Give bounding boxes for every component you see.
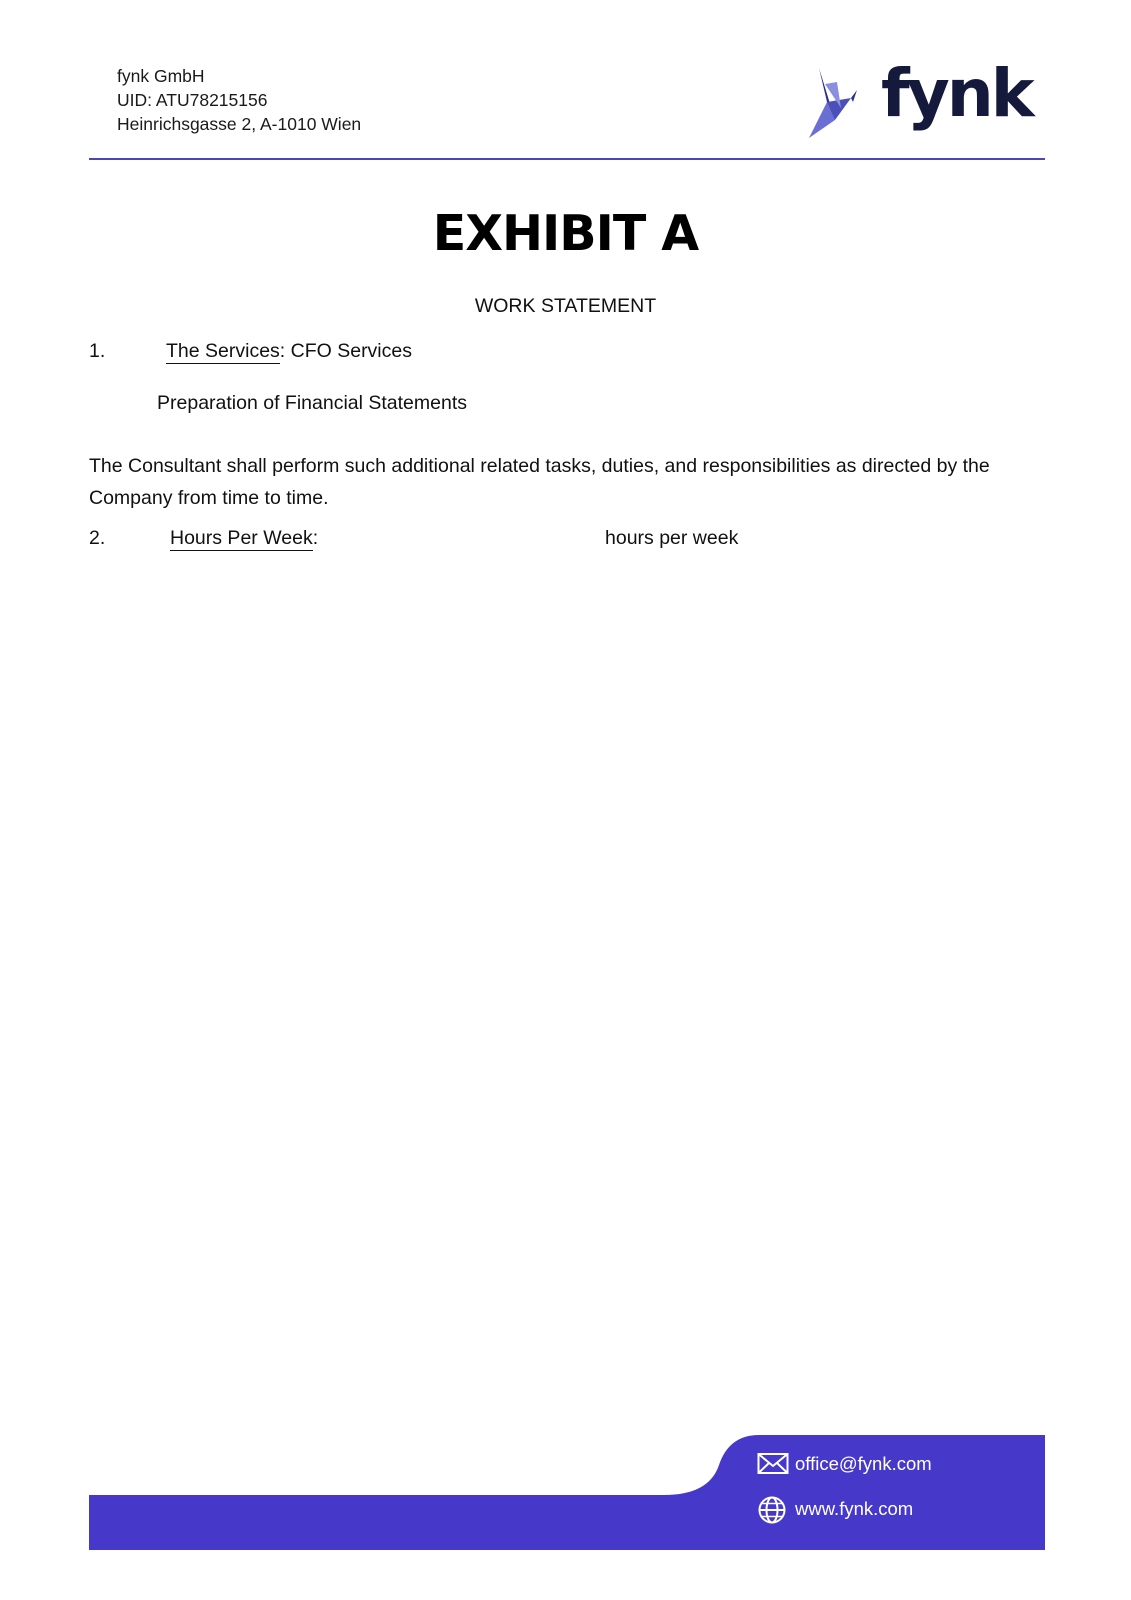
item-1-label: The Services	[166, 340, 280, 362]
logo-wordmark: fynk	[881, 55, 1032, 132]
header-divider	[89, 158, 1045, 160]
footer-email-text: office@fynk.com	[795, 1453, 932, 1474]
document-title: EXHIBIT A	[432, 205, 699, 262]
item-1-colon: :	[279, 340, 286, 362]
item-2-number: 2.	[89, 527, 106, 549]
company-uid: UID: ATU78215156	[117, 90, 268, 110]
globe-icon	[757, 1495, 787, 1525]
item-2-label: Hours Per Week	[170, 527, 313, 549]
item-1-value: CFO Services	[285, 340, 412, 362]
company-info	[117, 64, 361, 136]
item-2-suffix: hours per week	[605, 527, 739, 549]
envelope-icon	[757, 1452, 789, 1476]
item-1-line	[166, 340, 412, 363]
item-1-detail: Preparation of Financial Statements	[157, 392, 468, 414]
company-name: fynk GmbH	[117, 66, 205, 86]
item-2-line	[170, 527, 318, 550]
item-2-colon: :	[312, 527, 319, 549]
document-subtitle: WORK STATEMENT	[474, 295, 657, 317]
footer-website-text: www.fynk.com	[795, 1498, 914, 1519]
origami-bird-logo-icon	[805, 62, 875, 144]
consultant-paragraph: The Consultant shall perform such additional related tasks, duties, and responsibilities as directed by the Company from time to time.	[89, 455, 990, 509]
fynk-logo	[805, 55, 1032, 144]
footer-band	[89, 1435, 1045, 1550]
company-address: Heinrichsgasse 2, A-1010 Wien	[117, 114, 362, 134]
item-1-number: 1.	[89, 340, 106, 362]
